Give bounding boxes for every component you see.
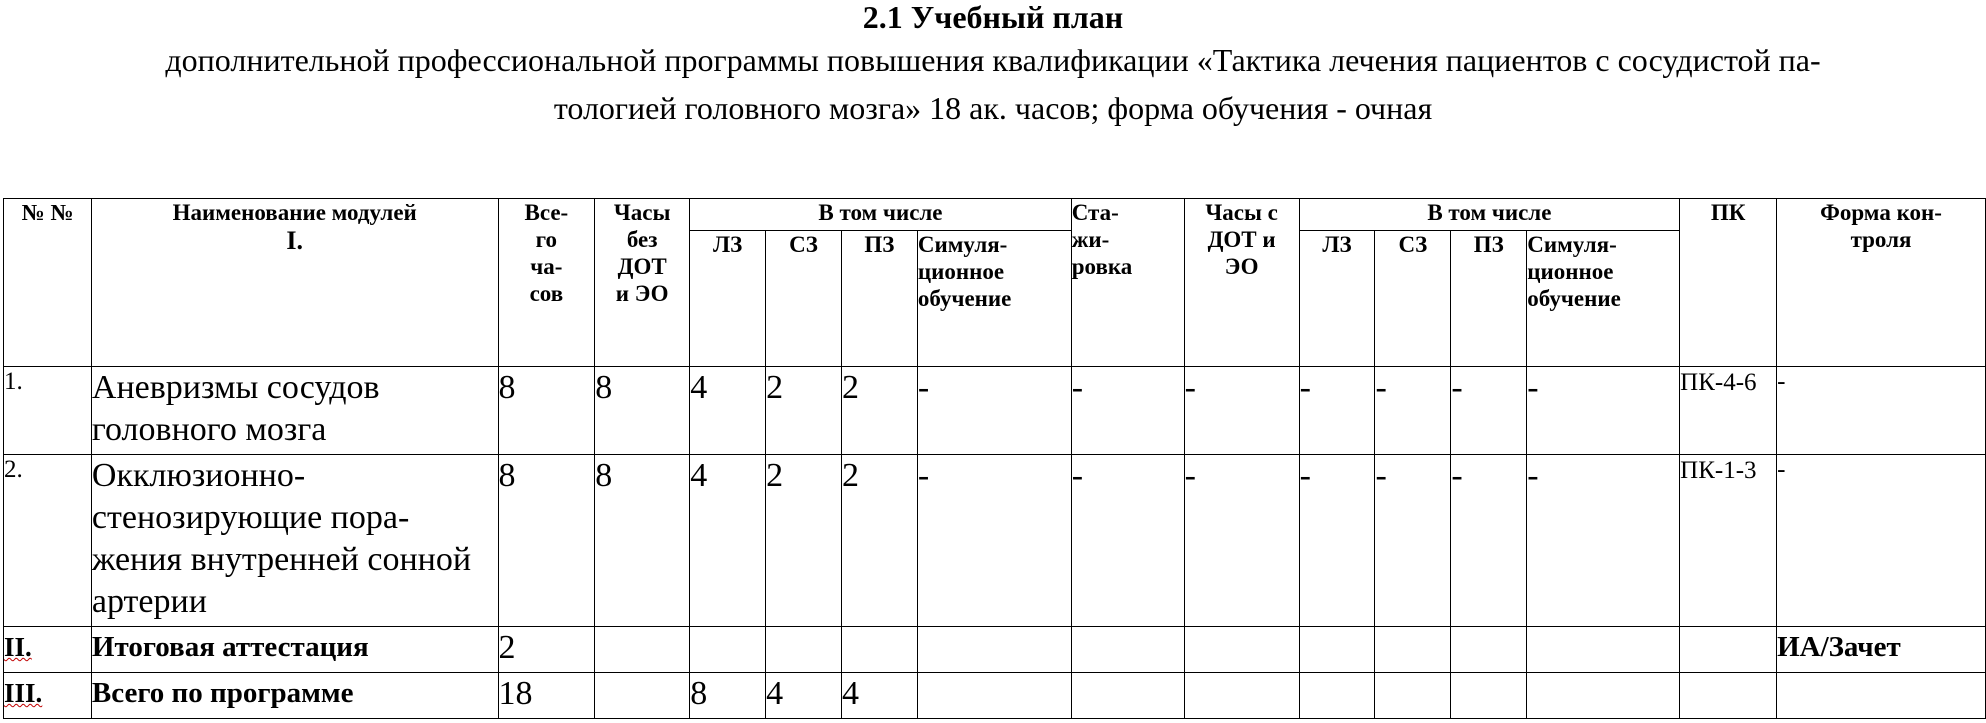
header-pz: ПЗ: [841, 231, 917, 367]
subtitle-line-2: тологией головного мозга» 18 ак. часов; форма обучения - очная: [553, 90, 1433, 126]
header-control-form: Форма кон-троля: [1777, 199, 1986, 367]
summary-roman-numeral: [4, 673, 92, 719]
header-name-label: Наименование модулей: [172, 200, 417, 225]
summary-row: [4, 673, 1986, 719]
summary-roman-text: III.: [4, 678, 43, 708]
empty-cell: [595, 673, 690, 719]
final-control-form: ИА/Зачет: [1777, 627, 1986, 673]
header-total-hours: Все-го ча-сов: [498, 199, 595, 367]
header-sz-dot: СЗ: [1375, 231, 1451, 367]
empty-cell: [1184, 627, 1299, 673]
simulation-dot-value: -: [1527, 367, 1680, 455]
hours-no-dot: 8: [595, 455, 690, 627]
pk-value: ПК-1-3: [1680, 455, 1777, 627]
simulation-dot-value: -: [1527, 455, 1680, 627]
empty-cell: [1451, 673, 1527, 719]
summary-pz: 4: [841, 673, 917, 719]
empty-cell: [1184, 673, 1299, 719]
sz-dot-value: -: [1375, 455, 1451, 627]
pz-dot-value: -: [1451, 455, 1527, 627]
subtitle-line-1: дополнительной профессиональной программы повышения квалификации «Тактика лечения пациентов с сосудистой па-: [165, 42, 1821, 78]
lz-dot-value: -: [1299, 367, 1375, 455]
hours-dot-value: -: [1184, 367, 1299, 455]
final-attestation-row: [4, 627, 1986, 673]
summary-name: Всего по программе: [91, 673, 498, 719]
header-simulation: Симуля-ционное обучение: [917, 231, 1071, 367]
header-including-2: В том числе: [1299, 199, 1680, 231]
header-name: [91, 199, 498, 367]
empty-cell: [1299, 673, 1375, 719]
header-num: № №: [4, 199, 92, 367]
sz-value: 2: [766, 367, 842, 455]
hours-dot-value: -: [1184, 455, 1299, 627]
final-roman-numeral: [4, 627, 92, 673]
total-hours: 8: [498, 455, 595, 627]
curriculum-table: [3, 198, 1986, 719]
empty-cell: [1071, 673, 1184, 719]
module-name: Аневризмы сосудов головного мозга: [91, 367, 498, 455]
header-internship: Ста-жи-ровка: [1071, 199, 1184, 367]
header-row-1: [4, 199, 1986, 231]
simulation-value: -: [917, 455, 1071, 627]
row-number: 2.: [4, 455, 92, 627]
empty-cell: [1375, 627, 1451, 673]
empty-cell: [690, 627, 766, 673]
total-hours: 8: [498, 367, 595, 455]
empty-cell: [841, 627, 917, 673]
pz-value: 2: [841, 367, 917, 455]
header-including-1: В том числе: [690, 199, 1072, 231]
empty-cell: [1777, 673, 1986, 719]
empty-cell: [1527, 627, 1680, 673]
table-row: [4, 367, 1986, 455]
summary-total-hours: 18: [498, 673, 595, 719]
final-roman-text: II.: [4, 632, 32, 662]
table-row: [4, 455, 1986, 627]
internship-value: -: [1071, 367, 1184, 455]
pz-value: 2: [841, 455, 917, 627]
empty-cell: [917, 673, 1071, 719]
empty-cell: [1375, 673, 1451, 719]
sz-dot-value: -: [1375, 367, 1451, 455]
final-attestation-name: Итоговая аттестация: [91, 627, 498, 673]
empty-cell: [1451, 627, 1527, 673]
header-hours-dot: Часы с ДОТ и ЭО: [1184, 199, 1299, 367]
row-number: 1.: [4, 367, 92, 455]
lz-value: 4: [690, 367, 766, 455]
final-total-hours: 2: [498, 627, 595, 673]
hours-no-dot: 8: [595, 367, 690, 455]
control-form-value: -: [1777, 367, 1986, 455]
header-pk: ПК: [1680, 199, 1777, 367]
empty-cell: [917, 627, 1071, 673]
summary-lz: 8: [690, 673, 766, 719]
internship-value: -: [1071, 455, 1184, 627]
lz-value: 4: [690, 455, 766, 627]
pk-value: ПК-4-6: [1680, 367, 1777, 455]
empty-cell: [1527, 673, 1680, 719]
empty-cell: [1071, 627, 1184, 673]
control-form-value: -: [1777, 455, 1986, 627]
empty-cell: [1299, 627, 1375, 673]
header-sz: СЗ: [766, 231, 842, 367]
empty-cell: [1680, 673, 1777, 719]
plan-subtitle: [0, 36, 1986, 132]
plan-title: 2.1 Учебный план: [862, 0, 1124, 35]
simulation-value: -: [917, 367, 1071, 455]
summary-sz: 4: [766, 673, 842, 719]
header-simulation-dot: Симуля-ционное обучение: [1527, 231, 1680, 367]
empty-cell: [595, 627, 690, 673]
header-hours-no-dot: Часы без ДОТ и ЭО: [595, 199, 690, 367]
pz-dot-value: -: [1451, 367, 1527, 455]
header-name-sub: I.: [286, 226, 304, 255]
header-pz-dot: ПЗ: [1451, 231, 1527, 367]
empty-cell: [1680, 627, 1777, 673]
header-lz-dot: ЛЗ: [1299, 231, 1375, 367]
lz-dot-value: -: [1299, 455, 1375, 627]
empty-cell: [766, 627, 842, 673]
header-lz: ЛЗ: [690, 231, 766, 367]
sz-value: 2: [766, 455, 842, 627]
module-name: Окклюзионно-стенозирующие пора-жения внутренней сонной артерии: [91, 455, 498, 627]
